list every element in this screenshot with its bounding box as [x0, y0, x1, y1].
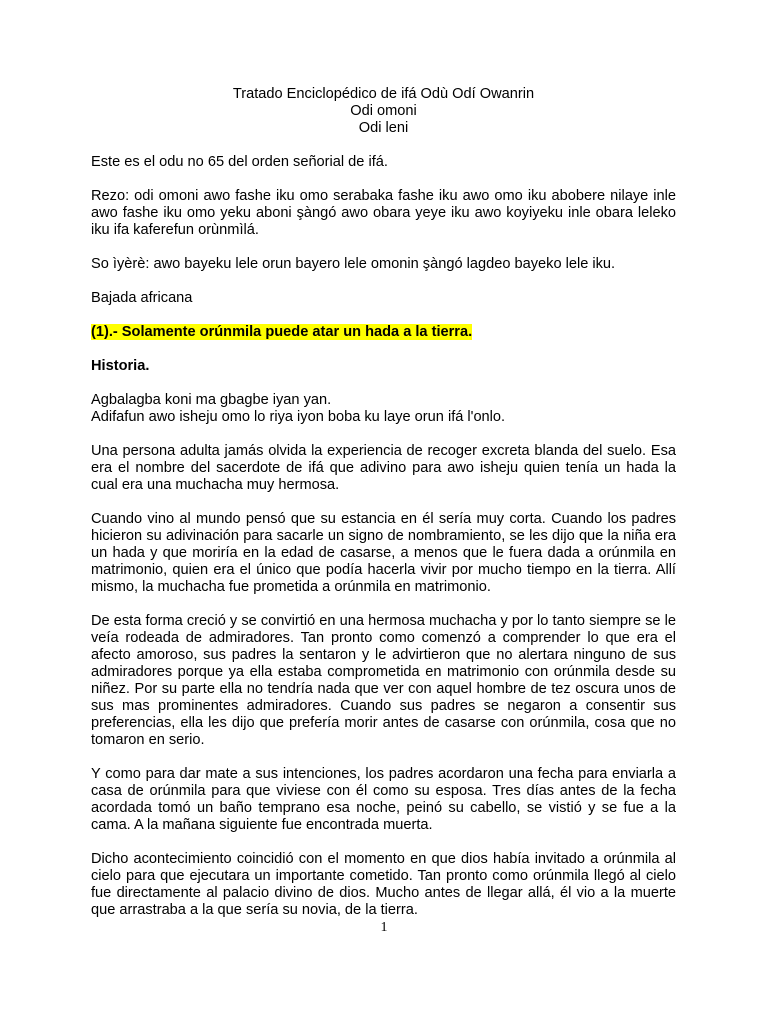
section-heading	[91, 324, 676, 341]
title-line-2: Odi omoni	[350, 103, 417, 119]
bajada-label: Bajada africana	[91, 290, 193, 306]
story-paragraph-3: De esta forma creció y se convirtió en una hermosa muchacha y por lo tanto siempre se le veía rodeada de admiradores. Tan pronto como comenzó a comprender lo que era el afecto amoroso, sus padres la sentaron y le advirtieron que no alertara ninguno de sus admiradores porque ya ella estaba comprometida en matrimonio con orúnmila desde su niñez. Por su parte ella no tendría nada que ver con aquel hombre de tez oscura unos de sus mas prominentes admiradores. Cuando sus padres se negaron a consentir sus preferencias, ella les dijo que prefería morir antes de casarse con orúnmila, cosa que no tomaron en serio.	[91, 613, 676, 748]
document-page	[91, 86, 676, 919]
rezo-paragraph: Rezo: odi omoni awo fashe iku omo serabaka fashe iku awo omo iku abobere nilaye inle awo fashe iku omo yeku aboni şàngó awo obara yeye iku awo koyiyeku inle obara leleko iku ifa kaferefun orùnmìlá.	[91, 188, 676, 238]
document-title	[91, 86, 676, 137]
story-paragraph-4: Y como para dar mate a sus intenciones, los padres acordaron una fecha para enviarla a casa de orúnmila para que viviese con él como su esposa. Tres días antes de la fecha acordada tomó un baño temprano esa noche, peinó su cabello, se vistió y se fue a la cama. A la mañana siguiente fue encontrada muerta.	[91, 766, 676, 833]
story-paragraph-2: Cuando vino al mundo pensó que su estancia en él sería muy corta. Cuando los padres hicieron su adivinación para sacarle un signo de nombramiento, se les dijo que la niña era un hada y que moriría en la edad de casarse, a menos que le fuera dada a orúnmila en matrimonio, quien era el único que podía hacerla vivir por mucho tiempo en la tierra. Allí mismo, la muchacha fue prometida a orúnmila en matrimonio.	[91, 511, 676, 595]
soyere-paragraph: So ìyèrè: awo bayeku lele orun bayero lele omonin şàngó lagdeo bayeko lele iku.	[91, 256, 616, 272]
verse-line-1: Agbalagba koni ma gbagbe iyan yan.	[91, 392, 332, 408]
story-paragraph-5: Dicho acontecimiento coincidió con el momento en que dios había invitado a orúnmila al cielo para que ejecutara un importante cometido. Tan pronto como orúnmila llegó al cielo fue directamente al palacio divino de dios. Mucho antes de llegar allá, él vio a la muerte que arrastraba a la que sería su novia, de la tierra.	[91, 851, 676, 918]
verse-line-2: Adifafun awo isheju omo lo riya iyon boba ku laye orun ifá l'onlo.	[91, 409, 506, 425]
page-number: 1	[380, 920, 388, 935]
title-line-1: Tratado Enciclopédico de ifá Odù Odí Owanrin	[232, 86, 535, 102]
intro-paragraph: Este es el odu no 65 del orden señorial de ifá.	[91, 154, 388, 170]
historia-heading: Historia.	[91, 358, 150, 374]
title-line-3: Odi leni	[358, 120, 409, 136]
story-paragraph-1: Una persona adulta jamás olvida la experiencia de recoger excreta blanda del suelo. Esa era el nombre del sacerdote de ifá que adivino para awo isheju quien tenía un hada la cual era una muchacha muy hermosa.	[91, 443, 676, 493]
highlighted-heading: (1).- Solamente orúnmila puede atar un hada a la tierra.	[91, 324, 473, 340]
